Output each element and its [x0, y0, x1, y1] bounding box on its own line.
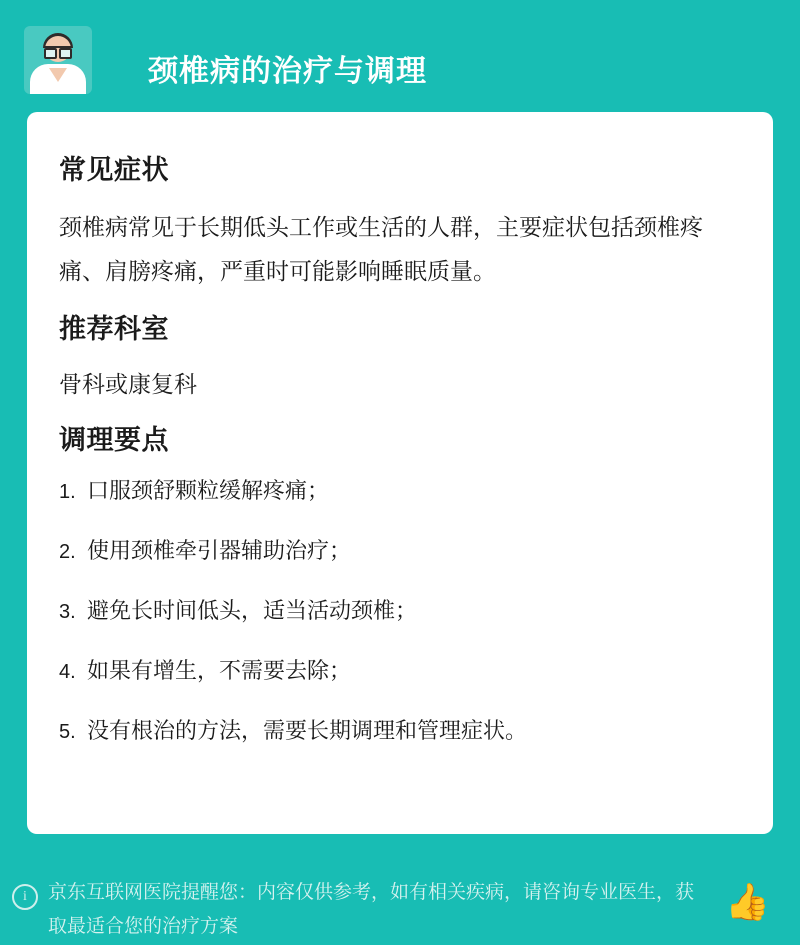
list-item — [59, 715, 741, 748]
thumbs-up-icon[interactable]: 👍 — [725, 881, 770, 922]
avatar-collar — [49, 68, 67, 82]
page-title: 颈椎病的治疗与调理 — [148, 55, 427, 88]
list-item — [59, 595, 741, 628]
section-heading-symptoms: 常见症状 — [59, 155, 169, 185]
avatar-glasses — [44, 46, 72, 56]
list-item-text: 使用颈椎牵引器辅助治疗； — [87, 538, 352, 563]
list-item-number: 5. — [59, 721, 76, 743]
content-card — [27, 112, 773, 834]
list-item-number: 3. — [59, 601, 76, 623]
list-item — [59, 655, 741, 688]
section-body-symptoms: 颈椎病常见于长期低头工作或生活的人群，主要症状包括颈椎疼痛、肩膀疼痛，严重时可能影响睡眠质量。 — [59, 214, 703, 284]
list-item-text: 避免长时间低头，适当活动颈椎； — [87, 598, 418, 623]
list-item-number: 1. — [59, 481, 76, 503]
disclaimer-text: 京东互联网医院提醒您：内容仅供参考，如有相关疾病，请咨询专业医生，获取最适合您的治疗方案 — [48, 882, 695, 937]
care-points-list — [59, 475, 741, 748]
list-item — [59, 475, 741, 508]
section-body-department: 骨科或康复科 — [59, 371, 197, 397]
footer — [0, 856, 800, 945]
section-heading-care-points: 调理要点 — [59, 425, 169, 455]
list-item-number: 2. — [59, 541, 76, 563]
list-item-number: 4. — [59, 661, 76, 683]
list-item-text: 口服颈舒颗粒缓解疼痛； — [87, 478, 330, 503]
doctor-avatar-icon — [24, 26, 92, 94]
list-item — [59, 535, 741, 568]
list-item-text: 没有根治的方法，需要长期调理和管理症状。 — [87, 718, 528, 743]
info-icon: i — [12, 884, 38, 910]
section-heading-department: 推荐科室 — [59, 314, 169, 344]
list-item-text: 如果有增生，不需要去除； — [87, 658, 352, 683]
